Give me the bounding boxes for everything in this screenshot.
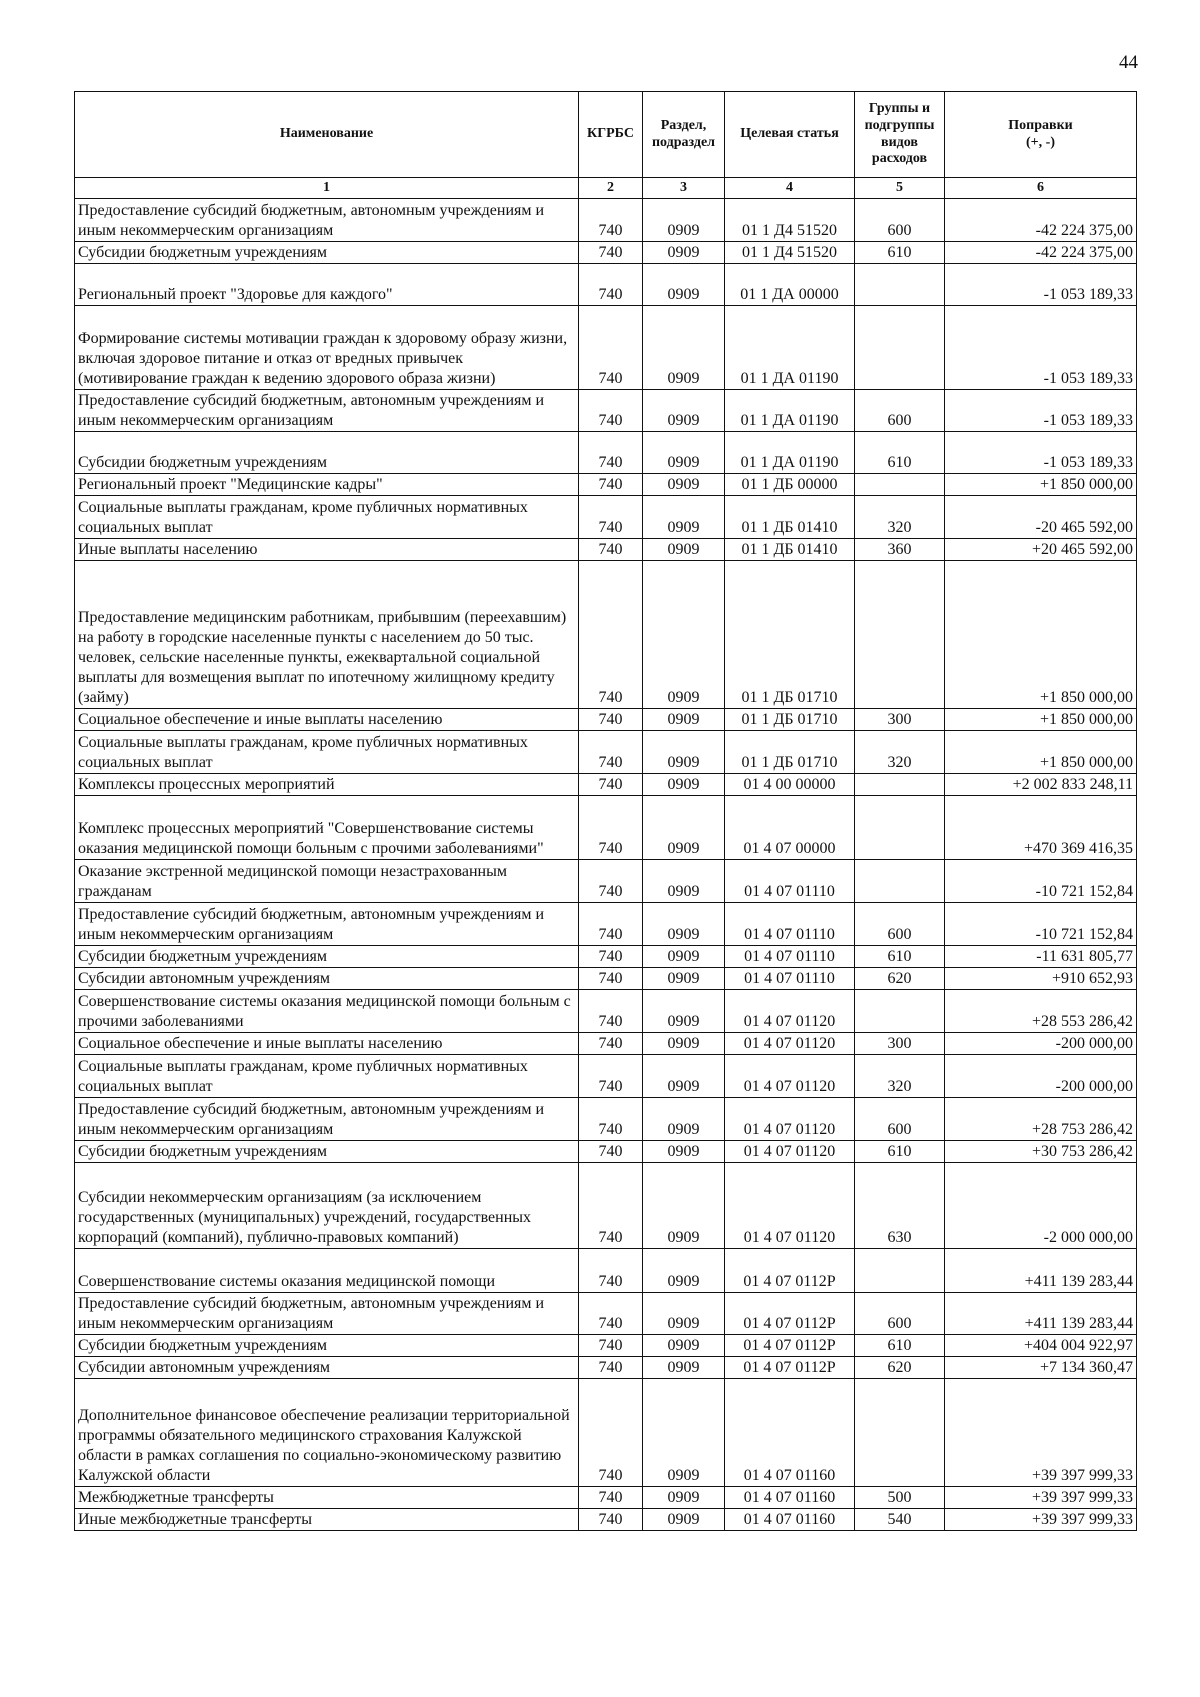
row-kgrbs: 740 [579, 539, 643, 561]
row-kgrbs: 740 [579, 474, 643, 496]
row-target: 01 4 07 01120 [725, 1033, 855, 1055]
row-amount: +39 397 999,33 [945, 1379, 1137, 1487]
row-section: 0909 [643, 1379, 725, 1487]
row-kgrbs: 740 [579, 1509, 643, 1531]
row-target: 01 1 ДА 00000 [725, 264, 855, 306]
row-name: Предоставление субсидий бюджетным, автономным учреждениям и иным некоммерческим организациям [75, 1098, 579, 1141]
header-amendments-title: Поправки [1008, 117, 1073, 133]
row-target: 01 1 ДБ 01410 [725, 496, 855, 539]
row-group: 610 [855, 1141, 945, 1163]
row-amount: +30 753 286,42 [945, 1141, 1137, 1163]
table-row [75, 1487, 1137, 1509]
row-group: 600 [855, 1293, 945, 1335]
row-group: 610 [855, 432, 945, 474]
row-name: Предоставление медицинским работникам, прибывшим (переехавшим) на работу в городские населенные пункты с населением до 50 тыс. человек, сельские населенные пункты, ежеквартальной социальной выплаты для возмещения выплат по ипотечному жилищному кредиту (займу) [75, 561, 579, 709]
row-section: 0909 [643, 561, 725, 709]
row-group: 320 [855, 1055, 945, 1098]
row-amount: +2 002 833 248,11 [945, 774, 1137, 796]
row-section: 0909 [643, 1098, 725, 1141]
row-target: 01 1 ДА 01190 [725, 306, 855, 390]
table-row [75, 474, 1137, 496]
row-kgrbs: 740 [579, 242, 643, 264]
table-row [75, 946, 1137, 968]
row-name: Оказание экстренной медицинской помощи незастрахованным гражданам [75, 860, 579, 903]
table-row [75, 1163, 1137, 1249]
row-target: 01 4 07 01110 [725, 968, 855, 990]
table-row [75, 1055, 1137, 1098]
row-section: 0909 [643, 242, 725, 264]
row-target: 01 1 ДБ 00000 [725, 474, 855, 496]
row-amount: +7 134 360,47 [945, 1357, 1137, 1379]
table-row [75, 496, 1137, 539]
row-amount: -42 224 375,00 [945, 199, 1137, 242]
row-target: 01 4 07 01160 [725, 1509, 855, 1531]
row-amount: -10 721 152,84 [945, 903, 1137, 946]
row-group [855, 264, 945, 306]
row-kgrbs: 740 [579, 1055, 643, 1098]
header-kgrbs: КГРБС [579, 92, 643, 178]
table-row [75, 199, 1137, 242]
row-group: 600 [855, 199, 945, 242]
table-row [75, 1379, 1137, 1487]
row-target: 01 4 07 01160 [725, 1379, 855, 1487]
table-row [75, 774, 1137, 796]
table-row [75, 1357, 1137, 1379]
row-kgrbs: 740 [579, 774, 643, 796]
row-kgrbs: 740 [579, 990, 643, 1033]
row-name: Региональный проект "Медицинские кадры" [75, 474, 579, 496]
table-body [75, 199, 1137, 1531]
row-kgrbs: 740 [579, 432, 643, 474]
row-amount: +20 465 592,00 [945, 539, 1137, 561]
table-row [75, 796, 1137, 860]
table-row [75, 709, 1137, 731]
row-name: Социальное обеспечение и иные выплаты населению [75, 709, 579, 731]
row-target: 01 1 ДА 01190 [725, 390, 855, 432]
row-amount: -1 053 189,33 [945, 306, 1137, 390]
row-amount: -20 465 592,00 [945, 496, 1137, 539]
table-row [75, 1293, 1137, 1335]
row-section: 0909 [643, 1509, 725, 1531]
row-kgrbs: 740 [579, 968, 643, 990]
page-number: 44 [1119, 52, 1138, 73]
row-name: Совершенствование системы оказания медицинской помощи больным с прочими заболеваниями [75, 990, 579, 1033]
row-kgrbs: 740 [579, 199, 643, 242]
row-target: 01 4 07 0112Р [725, 1293, 855, 1335]
row-section: 0909 [643, 860, 725, 903]
table-row [75, 432, 1137, 474]
row-name: Субсидии бюджетным учреждениям [75, 946, 579, 968]
table-row [75, 990, 1137, 1033]
row-target: 01 4 07 01120 [725, 1055, 855, 1098]
row-target: 01 1 ДА 01190 [725, 432, 855, 474]
row-target: 01 4 07 01120 [725, 1163, 855, 1249]
row-kgrbs: 740 [579, 1249, 643, 1293]
row-section: 0909 [643, 990, 725, 1033]
row-name: Социальные выплаты гражданам, кроме публичных нормативных социальных выплат [75, 731, 579, 774]
row-amount: -10 721 152,84 [945, 860, 1137, 903]
row-section: 0909 [643, 306, 725, 390]
table-row [75, 1335, 1137, 1357]
row-name: Субсидии автономным учреждениям [75, 968, 579, 990]
row-name: Субсидии бюджетным учреждениям [75, 1335, 579, 1357]
row-amount: -42 224 375,00 [945, 242, 1137, 264]
row-group [855, 1249, 945, 1293]
table-row [75, 731, 1137, 774]
row-name: Межбюджетные трансферты [75, 1487, 579, 1509]
row-section: 0909 [643, 432, 725, 474]
row-group: 500 [855, 1487, 945, 1509]
row-group: 300 [855, 1033, 945, 1055]
row-target: 01 4 07 01110 [725, 860, 855, 903]
table-row [75, 903, 1137, 946]
row-group: 620 [855, 968, 945, 990]
row-group: 630 [855, 1163, 945, 1249]
row-amount: +411 139 283,44 [945, 1249, 1137, 1293]
row-group: 360 [855, 539, 945, 561]
row-section: 0909 [643, 1141, 725, 1163]
header-name: Наименование [75, 92, 579, 178]
row-section: 0909 [643, 946, 725, 968]
row-target: 01 4 07 0112Р [725, 1357, 855, 1379]
column-number: 5 [855, 178, 945, 199]
table-row [75, 1098, 1137, 1141]
table-row [75, 1033, 1137, 1055]
row-section: 0909 [643, 1293, 725, 1335]
row-section: 0909 [643, 1249, 725, 1293]
row-section: 0909 [643, 796, 725, 860]
row-amount: -1 053 189,33 [945, 264, 1137, 306]
table-row [75, 1249, 1137, 1293]
row-name: Субсидии бюджетным учреждениям [75, 432, 579, 474]
row-section: 0909 [643, 199, 725, 242]
row-kgrbs: 740 [579, 946, 643, 968]
row-name: Совершенствование системы оказания медицинской помощи [75, 1249, 579, 1293]
row-section: 0909 [643, 774, 725, 796]
row-group: 610 [855, 946, 945, 968]
row-kgrbs: 740 [579, 390, 643, 432]
row-target: 01 4 07 0112Р [725, 1249, 855, 1293]
row-group: 610 [855, 1335, 945, 1357]
row-amount: +910 652,93 [945, 968, 1137, 990]
row-group: 300 [855, 709, 945, 731]
row-name: Иные выплаты населению [75, 539, 579, 561]
row-section: 0909 [643, 1335, 725, 1357]
row-group: 540 [855, 1509, 945, 1531]
row-name: Комплекс процессных мероприятий "Совершенствование системы оказания медицинской помощи больным с прочими заболеваниями" [75, 796, 579, 860]
row-target: 01 1 Д4 51520 [725, 242, 855, 264]
row-kgrbs: 740 [579, 1141, 643, 1163]
row-group: 320 [855, 731, 945, 774]
table-row [75, 1509, 1137, 1531]
row-section: 0909 [643, 903, 725, 946]
row-amount: -2 000 000,00 [945, 1163, 1137, 1249]
row-section: 0909 [643, 1487, 725, 1509]
row-group: 600 [855, 903, 945, 946]
budget-amendments-table [74, 91, 1137, 1531]
row-target: 01 1 ДБ 01710 [725, 731, 855, 774]
row-amount: +39 397 999,33 [945, 1509, 1137, 1531]
row-amount: -11 631 805,77 [945, 946, 1137, 968]
row-section: 0909 [643, 731, 725, 774]
row-amount: +411 139 283,44 [945, 1293, 1137, 1335]
row-name: Предоставление субсидий бюджетным, автономным учреждениям и иным некоммерческим организациям [75, 199, 579, 242]
row-section: 0909 [643, 496, 725, 539]
row-section: 0909 [643, 264, 725, 306]
row-kgrbs: 740 [579, 561, 643, 709]
row-section: 0909 [643, 1357, 725, 1379]
row-section: 0909 [643, 709, 725, 731]
row-group [855, 860, 945, 903]
row-kgrbs: 740 [579, 1033, 643, 1055]
row-section: 0909 [643, 968, 725, 990]
row-name: Субсидии бюджетным учреждениям [75, 242, 579, 264]
row-section: 0909 [643, 1163, 725, 1249]
row-name: Предоставление субсидий бюджетным, автономным учреждениям и иным некоммерческим организациям [75, 1293, 579, 1335]
row-name: Региональный проект "Здоровье для каждого" [75, 264, 579, 306]
row-section: 0909 [643, 390, 725, 432]
row-name: Субсидии некоммерческим организациям (за исключением государственных (муниципальных) учреждений, государственных корпораций (компаний), публично-правовых компаний) [75, 1163, 579, 1249]
row-kgrbs: 740 [579, 796, 643, 860]
row-target: 01 4 07 0112Р [725, 1335, 855, 1357]
row-amount: +404 004 922,97 [945, 1335, 1137, 1357]
row-kgrbs: 740 [579, 496, 643, 539]
header-groups: Группы и подгруппы видов расходов [855, 92, 945, 178]
row-group [855, 774, 945, 796]
row-amount: +1 850 000,00 [945, 709, 1137, 731]
row-target: 01 4 07 00000 [725, 796, 855, 860]
table-row [75, 860, 1137, 903]
row-kgrbs: 740 [579, 860, 643, 903]
table-row [75, 968, 1137, 990]
table-row [75, 242, 1137, 264]
row-amount: +1 850 000,00 [945, 474, 1137, 496]
row-kgrbs: 740 [579, 1098, 643, 1141]
header-section: Раздел, подраздел [643, 92, 725, 178]
row-amount: -1 053 189,33 [945, 390, 1137, 432]
row-kgrbs: 740 [579, 1357, 643, 1379]
table-row [75, 539, 1137, 561]
row-name: Предоставление субсидий бюджетным, автономным учреждениям и иным некоммерческим организациям [75, 390, 579, 432]
row-section: 0909 [643, 474, 725, 496]
row-section: 0909 [643, 1055, 725, 1098]
row-group: 620 [855, 1357, 945, 1379]
row-name: Комплексы процессных мероприятий [75, 774, 579, 796]
row-name: Иные межбюджетные трансферты [75, 1509, 579, 1531]
row-kgrbs: 740 [579, 1335, 643, 1357]
header-amendments-sign: (+, -) [1026, 134, 1055, 150]
row-name: Дополнительное финансовое обеспечение реализации территориальной программы обязательного медицинского страхования Калужской области в рамках соглашения по социально-экономическому развитию Калужской области [75, 1379, 579, 1487]
row-group: 600 [855, 390, 945, 432]
row-kgrbs: 740 [579, 1163, 643, 1249]
column-number: 3 [643, 178, 725, 199]
row-group [855, 474, 945, 496]
row-group [855, 306, 945, 390]
column-number: 1 [75, 178, 579, 199]
row-target: 01 4 07 01160 [725, 1487, 855, 1509]
row-name: Социальное обеспечение и иные выплаты населению [75, 1033, 579, 1055]
row-name: Формирование системы мотивации граждан к здоровому образу жизни, включая здоровое питание и отказ от вредных привычек (мотивирование граждан к ведению здорового образа жизни) [75, 306, 579, 390]
row-target: 01 4 00 00000 [725, 774, 855, 796]
row-target: 01 1 ДБ 01710 [725, 709, 855, 731]
table-row [75, 390, 1137, 432]
row-kgrbs: 740 [579, 709, 643, 731]
column-number: 2 [579, 178, 643, 199]
row-amount: -1 053 189,33 [945, 432, 1137, 474]
row-kgrbs: 740 [579, 264, 643, 306]
row-target: 01 1 ДБ 01410 [725, 539, 855, 561]
table-row [75, 561, 1137, 709]
row-kgrbs: 740 [579, 1293, 643, 1335]
row-group: 320 [855, 496, 945, 539]
table-row [75, 1141, 1137, 1163]
row-target: 01 4 07 01120 [725, 1141, 855, 1163]
row-target: 01 4 07 01120 [725, 1098, 855, 1141]
row-target: 01 1 ДБ 01710 [725, 561, 855, 709]
table-row [75, 264, 1137, 306]
row-group [855, 796, 945, 860]
row-name: Социальные выплаты гражданам, кроме публичных нормативных социальных выплат [75, 1055, 579, 1098]
row-group: 610 [855, 242, 945, 264]
column-number: 6 [945, 178, 1137, 199]
row-target: 01 4 07 01110 [725, 946, 855, 968]
row-group [855, 990, 945, 1033]
row-group: 600 [855, 1098, 945, 1141]
row-amount: -200 000,00 [945, 1055, 1137, 1098]
row-amount: -200 000,00 [945, 1033, 1137, 1055]
row-kgrbs: 740 [579, 1379, 643, 1487]
header-amendments [945, 92, 1137, 178]
row-amount: +1 850 000,00 [945, 731, 1137, 774]
row-amount: +470 369 416,35 [945, 796, 1137, 860]
row-target: 01 1 Д4 51520 [725, 199, 855, 242]
row-amount: +28 553 286,42 [945, 990, 1137, 1033]
row-section: 0909 [643, 1033, 725, 1055]
row-name: Социальные выплаты гражданам, кроме публичных нормативных социальных выплат [75, 496, 579, 539]
header-target: Целевая статья [725, 92, 855, 178]
row-amount: +28 753 286,42 [945, 1098, 1137, 1141]
column-number: 4 [725, 178, 855, 199]
row-target: 01 4 07 01120 [725, 990, 855, 1033]
row-kgrbs: 740 [579, 306, 643, 390]
row-group [855, 1379, 945, 1487]
row-target: 01 4 07 01110 [725, 903, 855, 946]
row-group [855, 561, 945, 709]
row-amount: +39 397 999,33 [945, 1487, 1137, 1509]
row-section: 0909 [643, 539, 725, 561]
row-kgrbs: 740 [579, 731, 643, 774]
row-amount: +1 850 000,00 [945, 561, 1137, 709]
row-kgrbs: 740 [579, 903, 643, 946]
row-name: Субсидии бюджетным учреждениям [75, 1141, 579, 1163]
row-kgrbs: 740 [579, 1487, 643, 1509]
row-name: Субсидии автономным учреждениям [75, 1357, 579, 1379]
table-row [75, 306, 1137, 390]
row-name: Предоставление субсидий бюджетным, автономным учреждениям и иным некоммерческим организациям [75, 903, 579, 946]
